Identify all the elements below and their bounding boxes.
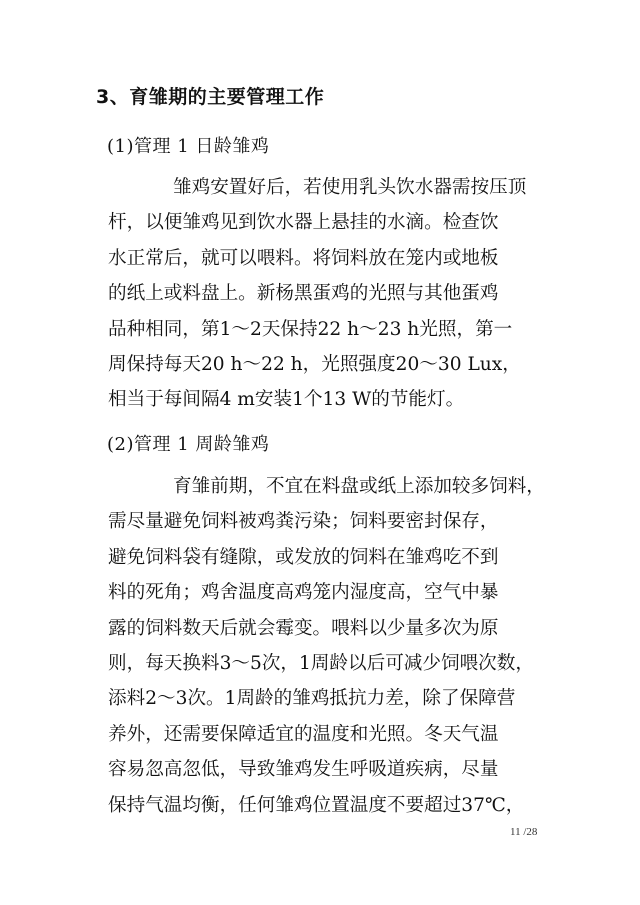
paragraph-day1 [108,170,568,418]
paragraph-line: 料的死角；鸡舍温度高鸡笼内湿度高，空气中暴 [108,582,499,604]
paragraph-line: 相当于每间隔4 m安装1个13 W的节能灯。 [108,389,465,411]
paragraph-line: 则，每天换料3～5次，1周龄以后可减少饲喂次数， [108,653,534,675]
paragraph-line: 添料2～3次。1周龄的雏鸡抵抗力差，除了保障营 [108,688,516,710]
paragraph-line: 水正常后，就可以喂料。将饲料放在笼内或地板 [108,247,499,269]
paragraph-line: 杆，以便雏鸡见到饮水器上悬挂的水滴。检查饮 [108,212,499,234]
page-number: 11 /28 [510,826,538,838]
paragraph-line: 需尽量避免饲料被鸡粪污染；饲料要密封保存， [108,511,499,533]
subsection-title-week1: (2)管理 1 周龄雏鸡 [107,434,270,455]
paragraph-line: 育雏前期，不宜在料盘或纸上添加较多饲料， [173,476,545,497]
paragraph-line: 避免饲料袋有缝隙，或发放的饲料在雏鸡吃不到 [108,546,499,568]
subsection-title-day1: (1)管理 1 日龄雏鸡 [107,136,270,157]
paragraph-line: 品种相同，第1～2天保持22 h～23 h光照，第一 [108,318,513,340]
paragraph-line: 养外，还需要保障适宜的温度和光照。冬天气温 [108,723,499,745]
paragraph-line: 保持气温均衡，任何雏鸡位置温度不要超过37℃， [108,794,525,816]
paragraph-line: 的纸上或料盘上。新杨黑蛋鸡的光照与其他蛋鸡 [108,283,499,305]
paragraph-line: 周保持每天20 h～22 h，光照强度20～30 Lux， [108,354,521,376]
paragraph-line: 露的饲料数天后就会霉变。喂料以少量多次为原 [108,617,499,639]
section-heading: 3、育雏期的主要管理工作 [96,86,325,108]
paragraph-week1 [108,469,568,823]
paragraph-line: 雏鸡安置好后，若使用乳头饮水器需按压顶 [173,177,527,198]
paragraph-line: 容易忽高忽低，导致雏鸡发生呼吸道疾病，尽量 [108,759,499,781]
